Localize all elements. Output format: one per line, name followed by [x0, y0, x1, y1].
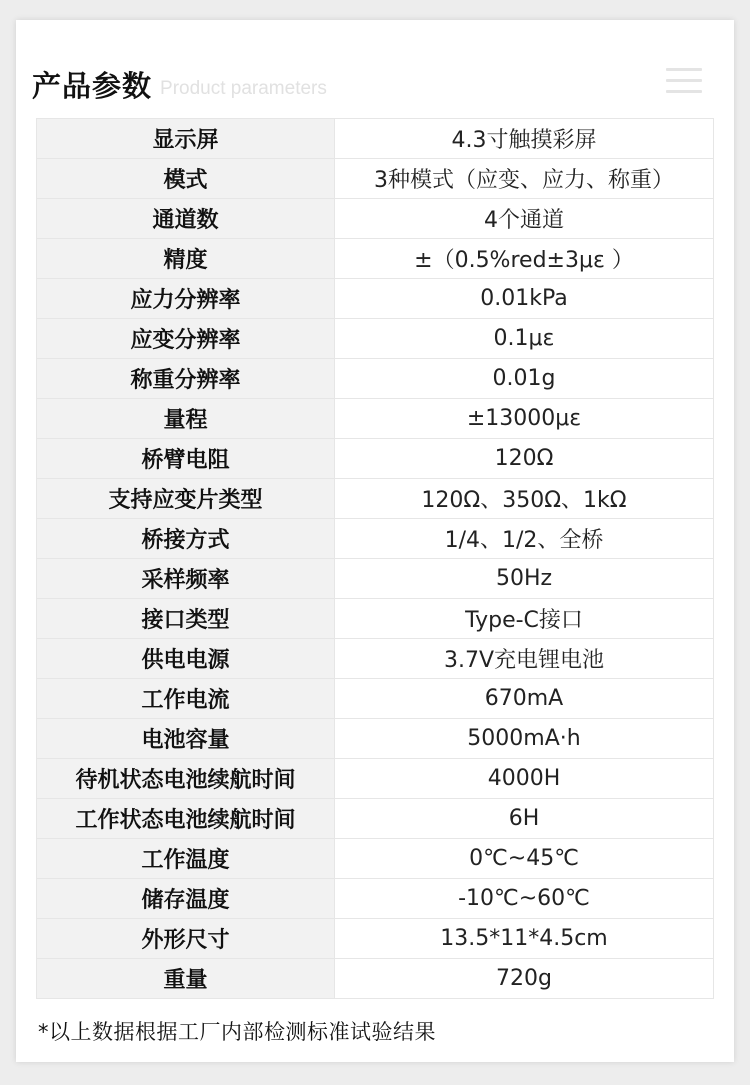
- spec-label: 桥接方式: [37, 519, 335, 559]
- spec-value: 4个通道: [335, 199, 714, 239]
- table-row: [37, 639, 714, 679]
- table-row: [37, 119, 714, 159]
- spec-value: 120Ω: [335, 439, 714, 479]
- page-title: 产品参数: [32, 69, 153, 103]
- spec-label: 显示屏: [37, 119, 335, 159]
- spec-value: 4.3寸触摸彩屏: [335, 119, 714, 159]
- spec-label: 支持应变片类型: [37, 479, 335, 519]
- table-row: [37, 519, 714, 559]
- hamburger-menu-icon[interactable]: [666, 68, 702, 94]
- spec-label: 应变分辨率: [37, 319, 335, 359]
- spec-label: 供电电源: [37, 639, 335, 679]
- table-row: [37, 839, 714, 879]
- table-row: [37, 919, 714, 959]
- spec-label: 应力分辨率: [37, 279, 335, 319]
- spec-value: 720g: [335, 959, 714, 999]
- spec-value: 5000mA·h: [335, 719, 714, 759]
- spec-value: 1/4、1/2、全桥: [335, 519, 714, 559]
- table-row: [37, 759, 714, 799]
- table-row: [37, 199, 714, 239]
- spec-label: 工作状态电池续航时间: [37, 799, 335, 839]
- table-row: [37, 679, 714, 719]
- spec-label: 重量: [37, 959, 335, 999]
- spec-value: Type-C接口: [335, 599, 714, 639]
- table-row: [37, 359, 714, 399]
- page-subtitle: Product parameters: [160, 78, 327, 99]
- spec-label: 工作电流: [37, 679, 335, 719]
- spec-label: 量程: [37, 399, 335, 439]
- spec-value: 120Ω、350Ω、1kΩ: [335, 479, 714, 519]
- spec-label: 外形尺寸: [37, 919, 335, 959]
- table-row: [37, 319, 714, 359]
- spec-value: 6H: [335, 799, 714, 839]
- table-row: [37, 959, 714, 999]
- spec-label: 储存温度: [37, 879, 335, 919]
- spec-value: 0℃~45℃: [335, 839, 714, 879]
- spec-value: ±（0.5%red±3με ）: [335, 239, 714, 279]
- spec-value: 13.5*11*4.5cm: [335, 919, 714, 959]
- table-row: [37, 239, 714, 279]
- spec-value: ±13000με: [335, 399, 714, 439]
- table-row: [37, 879, 714, 919]
- spec-label: 通道数: [37, 199, 335, 239]
- spec-label: 精度: [37, 239, 335, 279]
- spec-value: 3种模式（应变、应力、称重）: [335, 159, 714, 199]
- spec-label: 称重分辨率: [37, 359, 335, 399]
- table-row: [37, 279, 714, 319]
- table-row: [37, 719, 714, 759]
- table-row: [37, 599, 714, 639]
- spec-value: 670mA: [335, 679, 714, 719]
- spec-value: -10℃~60℃: [335, 879, 714, 919]
- spec-value: 0.01g: [335, 359, 714, 399]
- spec-label: 桥臂电阻: [37, 439, 335, 479]
- table-row: [37, 159, 714, 199]
- spec-label: 工作温度: [37, 839, 335, 879]
- spec-label: 电池容量: [37, 719, 335, 759]
- section-header: [32, 58, 327, 102]
- spec-value: 0.01kPa: [335, 279, 714, 319]
- footnote: *以上数据根据工厂内部检测标准试验结果: [38, 1020, 436, 1044]
- spec-table: [36, 118, 714, 999]
- spec-value: 50Hz: [335, 559, 714, 599]
- spec-label: 待机状态电池续航时间: [37, 759, 335, 799]
- spec-label: 采样频率: [37, 559, 335, 599]
- table-row: [37, 479, 714, 519]
- table-row: [37, 399, 714, 439]
- spec-label: 模式: [37, 159, 335, 199]
- spec-value: 3.7V充电锂电池: [335, 639, 714, 679]
- spec-label: 接口类型: [37, 599, 335, 639]
- table-row: [37, 559, 714, 599]
- table-row: [37, 799, 714, 839]
- table-row: [37, 439, 714, 479]
- spec-value: 0.1με: [335, 319, 714, 359]
- spec-value: 4000H: [335, 759, 714, 799]
